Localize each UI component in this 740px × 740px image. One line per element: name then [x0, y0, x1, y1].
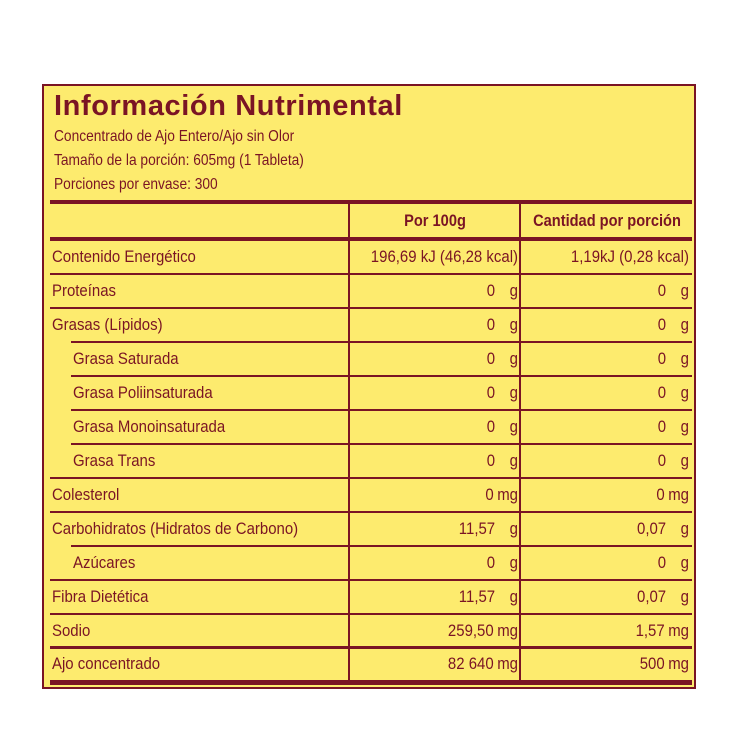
value-per-serving: [541, 647, 689, 681]
nutrient-name: Proteínas: [52, 281, 117, 300]
panel-title: Información Nutrimental: [54, 90, 403, 122]
value-per-100g: [370, 444, 518, 478]
table-row: [44, 308, 694, 342]
unit: g: [509, 519, 518, 538]
unit: g: [509, 315, 518, 334]
amount: 1,57: [635, 621, 665, 640]
unit: mg: [668, 485, 689, 504]
nutrient-name: Grasa Monoinsaturada: [73, 417, 226, 436]
table-row: [44, 512, 694, 546]
table-row: [44, 410, 694, 444]
value-per-serving: [541, 240, 689, 274]
amount: 0: [657, 417, 667, 436]
value-per-100g: [370, 342, 518, 376]
nutrient-name: Ajo concentrado: [52, 654, 161, 673]
amount: 11,57: [458, 587, 496, 606]
amount: 0: [486, 451, 496, 470]
value-per-100g: [370, 478, 518, 512]
value-per-serving: [541, 342, 689, 376]
value-per-serving: [541, 580, 689, 614]
amount: 0: [657, 315, 667, 334]
value-per-100g: [370, 376, 518, 410]
amount: 196,69 kJ (46,28 kcal): [370, 247, 518, 266]
servings-per-container: Porciones por envase: 300: [54, 176, 218, 193]
unit: g: [680, 451, 689, 470]
amount: 82 640: [447, 654, 494, 673]
table-row: [44, 478, 694, 512]
unit: g: [680, 349, 689, 368]
nutrient-name: Grasas (Lípidos): [52, 315, 163, 334]
value-per-100g: [370, 647, 518, 681]
amount: 0: [657, 553, 667, 572]
unit: mg: [497, 485, 518, 504]
unit: g: [680, 519, 689, 538]
unit: g: [509, 349, 518, 368]
product-name: Concentrado de Ajo Entero/Ajo sin Olor: [54, 128, 295, 145]
value-per-serving: [541, 614, 689, 648]
serving-size: Tamaño de la porción: 605mg (1 Tableta): [54, 152, 304, 169]
amount: 0: [485, 485, 494, 504]
value-per-serving: [541, 478, 689, 512]
table-row: [44, 274, 694, 308]
nutrient-name: Sodio: [52, 621, 91, 640]
value-per-100g: [370, 512, 518, 546]
column-header-per-100g: Por 100g: [404, 211, 466, 230]
table-row: [44, 342, 694, 376]
amount: 0: [486, 553, 496, 572]
column-header-per-serving: Cantidad por porción: [533, 211, 681, 230]
value-per-100g: [370, 546, 518, 580]
unit: g: [509, 417, 518, 436]
amount: 0: [486, 281, 496, 300]
unit: g: [680, 553, 689, 572]
nutrient-name: Contenido Energético: [52, 247, 196, 266]
unit: g: [680, 315, 689, 334]
amount: 0: [486, 383, 496, 402]
amount: 11,57: [458, 519, 496, 538]
unit: g: [509, 553, 518, 572]
amount: 0: [657, 451, 667, 470]
table-row: [44, 376, 694, 410]
unit: g: [509, 281, 518, 300]
unit: mg: [668, 621, 689, 640]
value-per-100g: [370, 580, 518, 614]
value-per-serving: [541, 546, 689, 580]
unit: g: [680, 417, 689, 436]
table-row: [44, 546, 694, 580]
table-row: [44, 444, 694, 478]
amount: 0,07: [636, 587, 667, 606]
value-per-100g: [370, 410, 518, 444]
table-row: [44, 614, 694, 648]
unit: g: [509, 383, 518, 402]
table-row: [44, 580, 694, 614]
value-per-serving: [541, 308, 689, 342]
unit: mg: [668, 654, 689, 673]
nutrient-name: Grasa Saturada: [73, 349, 179, 368]
table-row: [44, 647, 694, 681]
amount: 0,07: [636, 519, 667, 538]
value-per-100g: [370, 274, 518, 308]
nutrient-name: Carbohidratos (Hidratos de Carbono): [52, 519, 299, 538]
table-row: [44, 240, 694, 274]
amount: 0: [486, 417, 496, 436]
nutrient-name: Colesterol: [52, 485, 120, 504]
amount: 259,50: [447, 621, 494, 640]
value-per-100g: [370, 614, 518, 648]
value-per-serving: [541, 376, 689, 410]
table-bottom-rule: [50, 680, 692, 685]
unit: g: [680, 587, 689, 606]
unit: g: [509, 451, 518, 470]
amount: 0: [657, 383, 667, 402]
nutrient-name: Grasa Trans: [73, 451, 156, 470]
amount: 500: [639, 654, 665, 673]
unit: g: [680, 281, 689, 300]
table-header-row: [44, 203, 694, 238]
unit: mg: [497, 621, 518, 640]
value-per-serving: [541, 274, 689, 308]
amount: 0: [657, 349, 667, 368]
amount: 0: [486, 349, 496, 368]
unit: g: [509, 587, 518, 606]
value-per-100g: [370, 240, 518, 274]
nutrition-facts-panel: [42, 84, 696, 689]
amount: 1,19kJ (0,28 kcal): [570, 247, 689, 266]
unit: g: [680, 383, 689, 402]
amount: 0: [656, 485, 665, 504]
value-per-serving: [541, 444, 689, 478]
nutrient-name: Azúcares: [73, 553, 136, 572]
unit: mg: [497, 654, 518, 673]
value-per-serving: [541, 410, 689, 444]
nutrient-name: Fibra Dietética: [52, 587, 149, 606]
amount: 0: [657, 281, 667, 300]
amount: 0: [486, 315, 496, 334]
value-per-serving: [541, 512, 689, 546]
value-per-100g: [370, 308, 518, 342]
nutrient-name: Grasa Poliinsaturada: [73, 383, 213, 402]
